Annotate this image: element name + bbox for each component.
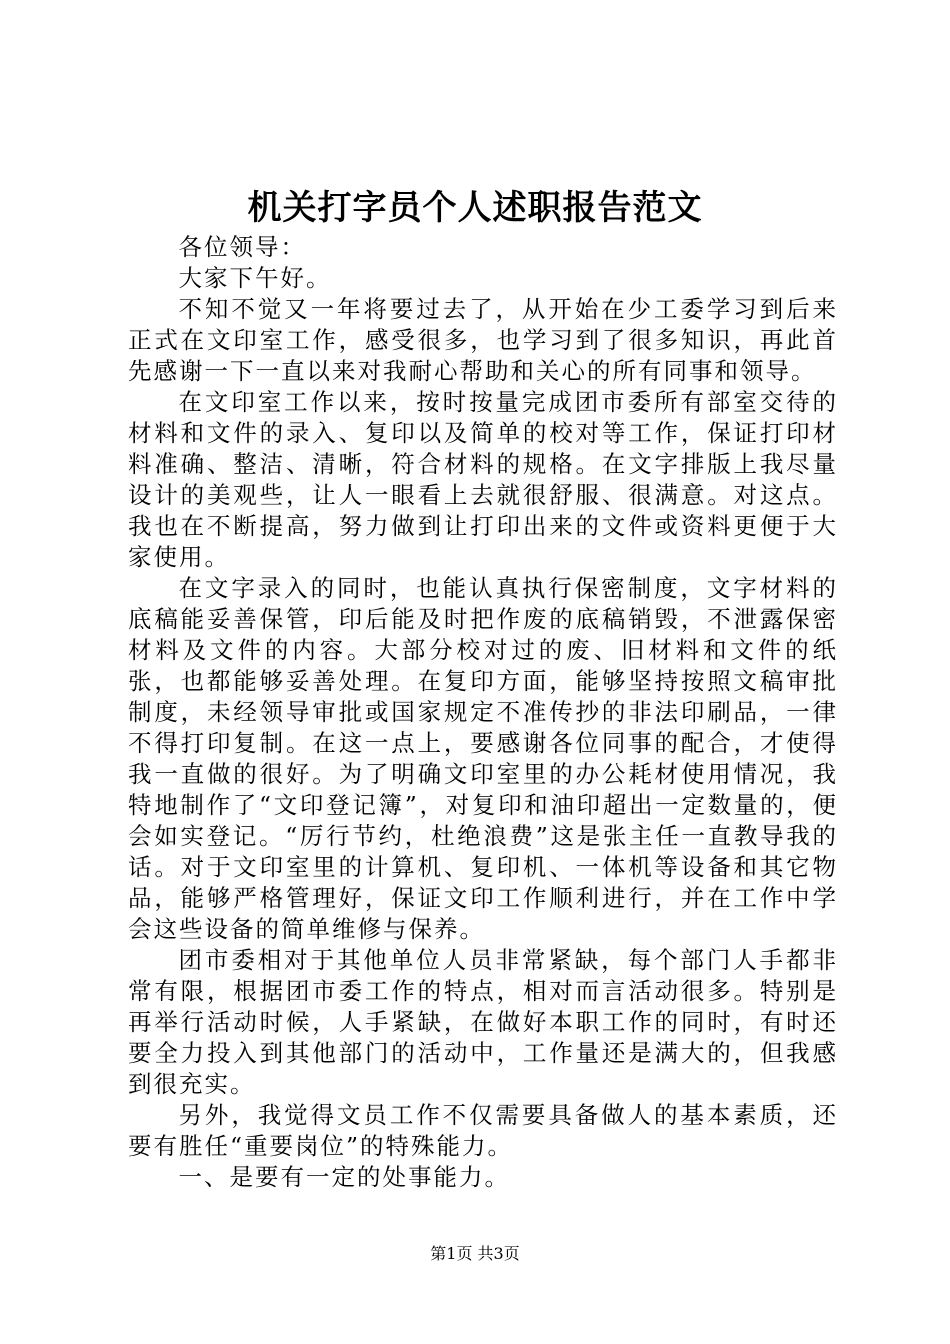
paragraph-intro: 不知不觉又一年将要过去了，从开始在少工委学习到后来正式在文印室工作，感受很多，也学习到了很多知识，再此首先感谢一下一直以来对我耐心帮助和关心的所有同事和领导。 [128, 295, 838, 385]
salutation: 各位领导： [178, 233, 307, 261]
document-body [128, 232, 838, 1193]
greeting: 大家下午好。 [178, 264, 332, 292]
document-title: 机关打字员个人述职报告范文 [247, 188, 703, 228]
paragraph-work: 在文印室工作以来，按时按量完成团市委所有部室交待的材料和文件的录入、复印以及简单的校对等工作，保证打印材料准确、整洁、清晰，符合材料的规格。在文字排版上我尽量设计的美观些，让人一眼看上去就很舒服、很满意。对这点。我也在不断提高，努力做到让打印出来的文件或资料更便于大家使用。 [128, 388, 838, 571]
page-number: 第1页 共3页 [430, 1244, 520, 1263]
paragraph-point-one: 一、是要有一定的处事能力。 [178, 1163, 511, 1191]
paragraph-abilities: 另外，我觉得文员工作不仅需要具备做人的基本素质，还要有胜任“重要岗位”的特殊能力。 [128, 1101, 838, 1160]
paragraph-confidentiality: 在文字录入的同时，也能认真执行保密制度，文字材料的底稿能妥善保管，印后能及时把作废的底稿销毁，不泄露保密材料及文件的内容。大部分校对过的废、旧材料和文件的纸张，也都能够妥善处理。在复印方面，能够坚持按照文稿审批制度，未经领导审批或国家规定不准传抄的非法印刷品，一律不得打印复制。在这一点上，要感谢各位同事的配合，才使得我一直做的很好。为了明确文印室里的办公耗材使用情况，我特地制作了“文印登记簿”，对复印和油印超出一定数量的，便会如实登记。“厉行节约，杜绝浪费”这是张主任一直教导我的话。对于文印室里的计算机、复印机、一体机等设备和其它物品，能够严格管理好，保证文印工作顺利进行，并在工作中学会这些设备的简单维修与保养。 [128, 574, 838, 943]
paragraph-staffing: 团市委相对于其他单位人员非常紧缺，每个部门人手都非常有限，根据团市委工作的特点，相对而言活动很多。特别是再举行活动时候，人手紧缺，在做好本职工作的同时，有时还要全力投入到其他部门的活动中，工作量还是满大的，但我感到很充实。 [128, 946, 838, 1098]
